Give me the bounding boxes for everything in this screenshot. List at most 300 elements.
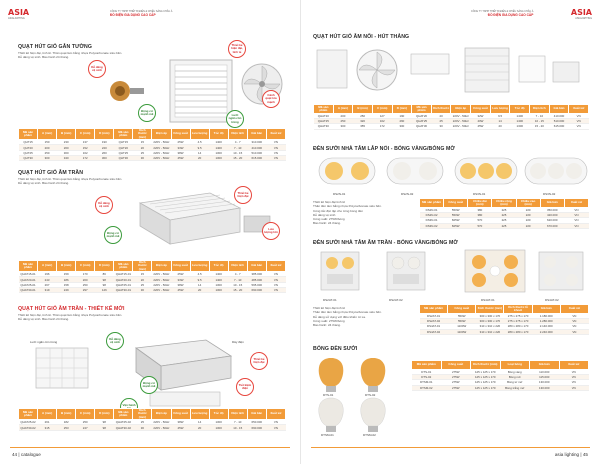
table-cell: 250: [76, 282, 95, 287]
table-cell: 20: [490, 124, 510, 129]
col-header: Mã sản phẩm: [114, 409, 133, 420]
model-label: DTS-02: [365, 393, 376, 397]
col-header: Giá bán: [532, 305, 560, 314]
desc-line: Thân đèn làm bằng nhựa Polycarbonate siêu bền.: [313, 204, 382, 209]
table-row: [420, 223, 589, 228]
table-cell: 1400: [209, 272, 228, 277]
col-header: Mã sản phẩm: [114, 129, 133, 140]
table-cell: VN: [266, 420, 285, 425]
table-cell: QHAT25-01: [115, 282, 131, 287]
table-cell: 310.000: [247, 140, 266, 145]
table-cell: 25: [133, 282, 152, 287]
table-cell: DS2N-01: [420, 208, 444, 213]
surface-heater-illustrations: [313, 154, 591, 190]
table-cell: 1400: [510, 114, 530, 119]
table-cell: 158: [57, 282, 76, 287]
model-label: DTSM-01: [321, 433, 334, 437]
table-cell: 250: [76, 420, 95, 425]
col-header: Kích thước (mm): [133, 129, 152, 140]
brand-logo-left: ASIA: [8, 8, 30, 17]
bulb-gold-b: [361, 358, 386, 392]
col-header: Điện áp: [451, 105, 471, 114]
label-power-cord: Dây điện: [232, 340, 244, 344]
brand-logo-sub-right: ASIALIGHTING: [575, 17, 592, 20]
table-cell: 15 - 20: [530, 124, 550, 129]
table-cell: 190: [95, 140, 114, 145]
spec-table-heater-bulbs: [411, 360, 589, 391]
bulb-white-b: [361, 398, 386, 432]
table-cell: 86: [95, 272, 114, 277]
feature-bubble-modern-design: Thiết kế hiện đại, tinh tế: [228, 40, 246, 58]
table-cell: 137: [76, 140, 95, 145]
table-cell: 825W: [444, 218, 468, 223]
col-header: Mã sản phẩm: [19, 409, 38, 420]
table-cell: QHAT25-02: [20, 420, 36, 425]
table-cell: 310 x 310 x 220: [476, 329, 504, 334]
table-cell: 7 - 10: [228, 420, 247, 425]
section-title-wall-fan: QUẠT HÚT GIÓ GẮN TƯỜNG: [18, 44, 93, 50]
table-cell: 261: [38, 420, 57, 425]
col-header: Tốc độ: [209, 129, 228, 140]
col-header: Xuất xứ: [564, 199, 588, 208]
table-cell: 200: [333, 114, 353, 119]
table-cell: 32W: [471, 114, 491, 119]
table-cell: QHAT30: [314, 124, 334, 129]
table-cell: 220V - 50Hz: [452, 124, 469, 129]
col-header: B (mm): [353, 105, 373, 114]
table-cell: 30: [431, 124, 451, 129]
table-cell: QHAT25: [314, 119, 334, 124]
col-header: A (mm): [38, 409, 57, 420]
spec-table-header: [314, 105, 589, 114]
table-cell: 320: [353, 119, 373, 124]
col-header: Giá bán: [549, 105, 569, 114]
table-cell: 130.000: [530, 380, 560, 385]
table-cell: 220V - 50Hz: [153, 425, 170, 430]
col-header: Xuất xứ: [569, 105, 589, 114]
table-cell: 130.000: [530, 385, 560, 390]
table-cell: 4 - 7: [228, 140, 247, 145]
spec-table-direct-fan: [313, 104, 589, 130]
table-row: [19, 287, 286, 292]
col-header: Xuất xứ: [559, 361, 589, 370]
table-cell: 15 - 20: [228, 287, 247, 292]
col-header: A (mm): [38, 129, 57, 140]
model-label: DTSM-02: [363, 433, 376, 437]
table-cell: 315: [38, 425, 57, 430]
table-cell: 1.180.000: [532, 314, 560, 319]
section-title-recessed-heater: ĐÈN SƯỞI NHÀ TẮM ÂM TRẦN - BÓNG VÀNG/BÓNG MỜ: [313, 240, 458, 246]
brand-logo-right: ASIA: [570, 8, 592, 17]
desc-line: Dễ dàng vệ sinh. Bảo hành 24 tháng.: [18, 55, 70, 60]
table-cell: 150: [38, 140, 57, 145]
col-header: Lưu lượng: [490, 105, 510, 114]
table-cell: 340: [57, 155, 76, 160]
table-cell: VN: [560, 324, 588, 329]
table-cell: QHT15: [19, 140, 38, 145]
col-header: Giá bán: [540, 199, 564, 208]
table-cell: 15: [133, 140, 152, 145]
col-header: Diện tích: [530, 105, 550, 114]
table-cell: 220V - 50Hz: [153, 277, 170, 282]
spec-table-surface-heater: [419, 198, 589, 229]
table-cell: 1300: [209, 155, 228, 160]
table-cell: 225: [492, 218, 516, 223]
table-cell: QHT25: [114, 150, 133, 155]
feature-bubble-motor-2: Động cơ mạnh mẽ: [104, 226, 122, 244]
table-cell: 825W: [444, 223, 468, 228]
table-cell: 620.000: [540, 218, 564, 223]
col-header: Chiều dài (mm): [468, 199, 492, 208]
table-cell: 260: [392, 119, 412, 124]
table-cell: 275W: [441, 370, 471, 375]
model-label: DS3N-01: [473, 192, 486, 196]
table-cell: 4.5: [190, 140, 209, 145]
spec-table-body: [19, 272, 286, 293]
table-cell: 38W: [171, 150, 190, 155]
table-cell: 170: [76, 272, 95, 277]
col-header: Giá bán: [247, 261, 266, 272]
table-cell: QHT20: [114, 145, 133, 150]
col-header: Kích thước lỗ khoét: [504, 305, 532, 314]
table-cell: 250: [353, 114, 373, 119]
feature-bubble-insect-mesh: Lưới ngăn côn trùng: [226, 110, 244, 128]
table-cell: 38W: [171, 282, 190, 287]
table-cell: 10 - 15: [228, 282, 247, 287]
col-header: C (mm): [76, 261, 95, 272]
model-label: DS4AT-01: [481, 298, 495, 302]
col-header: Mã sản phẩm: [420, 199, 444, 208]
desc-line: Thiết kế hiện đại tinh tế: [313, 200, 345, 204]
col-header: Tốc độ: [209, 409, 228, 420]
desc-line: Dễ dàng sử dụng với điều khiển từ xa.: [313, 314, 366, 319]
section-title-surface-heater: ĐÈN SƯỞI NHÀ TẮM LẮP NỔI - BÓNG VÀNG/BÓNG MỜ: [313, 146, 455, 152]
table-cell: 45W: [471, 124, 491, 129]
spec-table-header: [19, 261, 286, 272]
desc-line: Bảo hành: 24 tháng.: [313, 221, 341, 226]
table-cell: QHAT25-01: [20, 282, 36, 287]
col-header: C (mm): [76, 129, 95, 140]
table-cell: 275W: [441, 375, 471, 380]
table-cell: 33W: [171, 277, 190, 282]
table-cell: 190: [392, 114, 412, 119]
table-cell: 15 - 20: [228, 155, 247, 160]
spec-table-body: [420, 314, 589, 335]
table-cell: DTSM-02: [412, 385, 442, 390]
model-label: DTS-01: [323, 393, 334, 397]
table-cell: 20: [190, 425, 209, 430]
table-cell: VN: [266, 150, 285, 155]
table-cell: VN: [266, 145, 285, 150]
table-cell: 125 x 125 x 170: [471, 385, 501, 390]
table-cell: 152: [76, 145, 95, 150]
col-header: Mã sản phẩm: [19, 129, 38, 140]
col-header: C (mm): [372, 105, 392, 114]
table-cell: VN: [266, 272, 285, 277]
col-header: Công suất: [441, 361, 471, 370]
table-cell: VN: [560, 314, 588, 319]
table-cell: QHAT20: [412, 114, 432, 119]
table-cell: 9.5: [490, 114, 510, 119]
catalogue-page-right: [300, 0, 600, 464]
table-cell: QHAT30-02: [20, 425, 36, 430]
col-header: Xuất xứ: [266, 261, 285, 272]
col-header: Điện áp: [152, 261, 171, 272]
desc-line: Thiết kế hiện đại, tinh tế. Thân quạt làm bằng nhựa Polycarbonate siêu bền.: [18, 313, 123, 317]
table-cell: 275W: [441, 380, 471, 385]
table-cell: 38W: [171, 420, 190, 425]
footer-right: [555, 452, 588, 457]
table-cell: DS2AT-02: [420, 319, 448, 324]
table-cell: 350.000: [540, 208, 564, 213]
table-row: [314, 124, 589, 129]
feature-bubble-save-3: Tiết kiệm điện: [236, 378, 254, 396]
table-cell: VN: [564, 208, 588, 213]
table-cell: 1300: [209, 425, 228, 430]
table-cell: VN: [564, 223, 588, 228]
table-cell: 1400: [209, 145, 228, 150]
table-cell: Bóng tơ mờ: [500, 380, 530, 385]
model-label: DS2AT-02: [389, 298, 403, 302]
table-cell: 14: [190, 282, 209, 287]
table-cell: 275W: [441, 385, 471, 390]
table-cell: VN: [559, 375, 589, 380]
model-label: DS2N-01: [333, 192, 346, 196]
table-cell: QHAT25: [412, 119, 432, 124]
table-cell: 220V - 50Hz: [153, 155, 170, 160]
spec-table-body: [420, 208, 589, 229]
table-cell: 220: [95, 145, 114, 150]
table-cell: 225: [492, 213, 516, 218]
desc-line: Công suất: 275W/bóng: [313, 318, 345, 323]
table-cell: QHAT25-02: [115, 420, 131, 425]
table-cell: 10 - 15: [228, 425, 247, 430]
desc-line: Công tắc độc lập cho từng bóng đèn: [313, 208, 364, 213]
table-cell: 220V - 50Hz: [452, 114, 469, 119]
table-cell: 20: [190, 287, 209, 292]
table-cell: VN: [569, 119, 589, 124]
table-cell: 380: [468, 208, 492, 213]
section-title-new-ceiling-fan: QUẠT HÚT GIÓ ÂM TRẦN - THIẾT KẾ MỚI: [18, 306, 125, 312]
col-header: Mã sản phẩm: [19, 261, 38, 272]
table-cell: 220V - 50Hz: [153, 140, 170, 145]
table-cell: 200: [38, 145, 57, 150]
table-cell: 550W: [444, 208, 468, 213]
table-cell: 30: [133, 287, 152, 292]
feature-bubble-motor-3: Động cơ mạnh mẽ: [140, 376, 158, 394]
table-cell: 300: [333, 124, 353, 129]
table-cell: 127: [372, 114, 392, 119]
table-cell: 280 x 280 x 170: [504, 329, 532, 334]
table-cell: VN: [559, 385, 589, 390]
col-header: Công suất: [171, 409, 190, 420]
spec-table-header: [19, 129, 286, 140]
table-cell: 1100W: [448, 324, 476, 329]
table-cell: 14: [190, 420, 209, 425]
table-cell: 15: [133, 272, 152, 277]
col-header: B (mm): [57, 409, 76, 420]
direct-fan-illustration: [315, 42, 585, 98]
table-cell: 355: [353, 124, 373, 129]
model-label: DS2AT-01: [323, 298, 337, 302]
col-header: Công suất: [171, 129, 190, 140]
table-cell: 420.000: [540, 213, 564, 218]
table-cell: 1400: [209, 277, 228, 282]
recessed-heater-illustrations: [313, 248, 591, 296]
table-cell: 275 x 275 x 170: [504, 314, 532, 319]
col-header: B (mm): [57, 129, 76, 140]
table-cell: QHAT20: [314, 114, 334, 119]
page-number-right: 45: [582, 452, 588, 457]
spec-table-body: [19, 420, 286, 430]
col-header: Loại bóng: [500, 361, 530, 370]
table-cell: 45W: [171, 287, 190, 292]
table-cell: DS3N-01: [420, 218, 444, 223]
desc-line: Thân đèn làm bằng nhựa Polycarbonate siêu bền.: [313, 310, 382, 315]
table-cell: QHT30: [19, 155, 38, 160]
table-cell: 7 - 10: [228, 277, 247, 282]
footer-label-left: catalogue: [20, 452, 41, 457]
table-cell: 98: [95, 425, 114, 430]
table-cell: Bóng vàng: [500, 370, 530, 375]
table-cell: 220: [516, 223, 540, 228]
desc-line: Dễ dàng vệ sinh. Bảo hành 24 tháng.: [18, 317, 70, 322]
table-cell: 20: [133, 277, 152, 282]
table-cell: 1300: [209, 287, 228, 292]
table-cell: QHT30: [114, 155, 133, 160]
footer-separator: |: [18, 452, 20, 457]
table-cell: 20: [431, 114, 451, 119]
desc-line: Công suất: 275W/bóng: [313, 217, 345, 222]
table-cell: 20: [190, 155, 209, 160]
table-cell: 45W: [171, 425, 190, 430]
table-cell: VN: [564, 213, 588, 218]
section-desc-surface-heater: [313, 200, 382, 226]
recessed-heater-b: [387, 252, 425, 290]
footer-left: [12, 452, 41, 457]
table-cell: 225: [492, 223, 516, 228]
table-cell: 220: [516, 213, 540, 218]
col-header: Công suất: [444, 199, 468, 208]
footer-separator: |: [580, 452, 582, 457]
table-cell: DS2AT-01: [420, 314, 448, 319]
table-cell: 385.000: [247, 272, 266, 277]
desc-line: Bảo hành: 24 tháng.: [313, 323, 341, 328]
table-cell: Bóng trắng mờ: [500, 385, 530, 390]
table-cell: DTSM-01: [412, 380, 442, 385]
table-cell: 615.000: [247, 155, 266, 160]
footer-divider-right: [311, 447, 590, 448]
table-cell: 550W: [448, 314, 476, 319]
col-header: Điện áp: [152, 129, 171, 140]
col-header: Giá bán: [247, 409, 266, 420]
table-cell: 115.000: [530, 375, 560, 380]
desc-line: Thiết kế hiện đại tinh tế: [313, 306, 345, 310]
col-header: Mã sản phẩm: [420, 305, 448, 314]
table-cell: 615.000: [549, 124, 569, 129]
col-header: Công suất: [448, 305, 476, 314]
table-cell: 253: [57, 425, 76, 430]
table-cell: DS3N-02: [420, 223, 444, 228]
table-row: [19, 155, 286, 160]
table-cell: 485.000: [247, 277, 266, 282]
table-cell: 45W: [171, 155, 190, 160]
recessed-heater-c: [465, 250, 525, 292]
table-cell: 300: [392, 124, 412, 129]
col-header: Kích thước (mm): [476, 305, 504, 314]
section-title-direct-fan: QUẠT HÚT GIÓ ÂM NỐI - HÚT THẲNG: [313, 34, 410, 40]
col-header: Kích thước (mm): [133, 261, 152, 272]
recessed-heater-a: [321, 252, 359, 290]
table-cell: 300: [38, 155, 57, 160]
table-cell: 230: [57, 140, 76, 145]
table-cell: QHAT30: [412, 124, 432, 129]
header-company-left: [110, 10, 172, 17]
model-label: DS2N-02: [401, 192, 414, 196]
table-cell: 25: [431, 119, 451, 124]
table-cell: 1100W: [448, 329, 476, 334]
section-desc-ceiling-fan: [18, 177, 122, 186]
table-cell: 1400: [510, 119, 530, 124]
col-header: Lưu lượng: [190, 409, 209, 420]
table-cell: 10 - 15: [530, 119, 550, 124]
table-cell: 297: [76, 287, 95, 292]
table-cell: 280 x 280 x 170: [504, 324, 532, 329]
table-cell: QHAT20-01: [20, 277, 36, 282]
company-name-left: CÔNG TY TNHH THIẾT BỊ ĐIỆN & CHIẾU SÁNG CHÂU Á: [110, 10, 173, 13]
header-brand-right: [571, 8, 592, 20]
spec-table-header: [412, 361, 589, 370]
table-cell: 510.000: [549, 119, 569, 124]
ceiling-fan-illustration: [120, 188, 280, 248]
spec-table-new-ceiling-fan: [18, 408, 286, 431]
table-cell: VN: [266, 425, 285, 430]
spec-table-ceiling-fan: [18, 260, 286, 293]
wall-fan-unit: [170, 60, 232, 122]
table-cell: 14: [190, 150, 209, 155]
brand-logo-sub-left: ASIALIGHTING: [8, 17, 25, 20]
section-desc-new-ceiling-fan: [18, 313, 122, 322]
spec-table-header: [420, 199, 589, 208]
table-cell: VN: [569, 124, 589, 129]
col-header: Chiều rộng (mm): [492, 199, 516, 208]
table-cell: 247: [76, 425, 95, 430]
company-tag-right: ĐỒ ĐIỆN GIA DỤNG CAO CẤP: [487, 13, 534, 17]
table-cell: DTS-01: [412, 370, 442, 375]
feature-bubble-easy-clean-3: Dễ dàng vệ sinh: [106, 332, 124, 350]
table-cell: 570: [468, 223, 492, 228]
spec-table-wall-fan: [18, 128, 286, 161]
col-header: Xuất xứ: [266, 409, 285, 420]
table-cell: 4.5: [190, 272, 209, 277]
table-cell: 310 x 310 x 220: [476, 324, 504, 329]
table-cell: VN: [266, 140, 285, 145]
table-cell: 690.000: [247, 287, 266, 292]
table-cell: VN: [564, 218, 588, 223]
table-cell: 220V - 50Hz: [153, 150, 170, 155]
col-header: Mã sản phẩm: [412, 361, 442, 370]
table-cell: 25: [133, 420, 152, 425]
table-cell: 243: [38, 277, 57, 282]
table-cell: VN: [560, 319, 588, 324]
table-cell: 172: [76, 155, 95, 160]
table-row: [420, 329, 589, 334]
table-row: [412, 385, 589, 390]
table-cell: 33W: [171, 145, 190, 150]
table-cell: QHAT15-01: [115, 272, 131, 277]
table-cell: 300: [57, 150, 76, 155]
col-header: B (mm): [57, 261, 76, 272]
